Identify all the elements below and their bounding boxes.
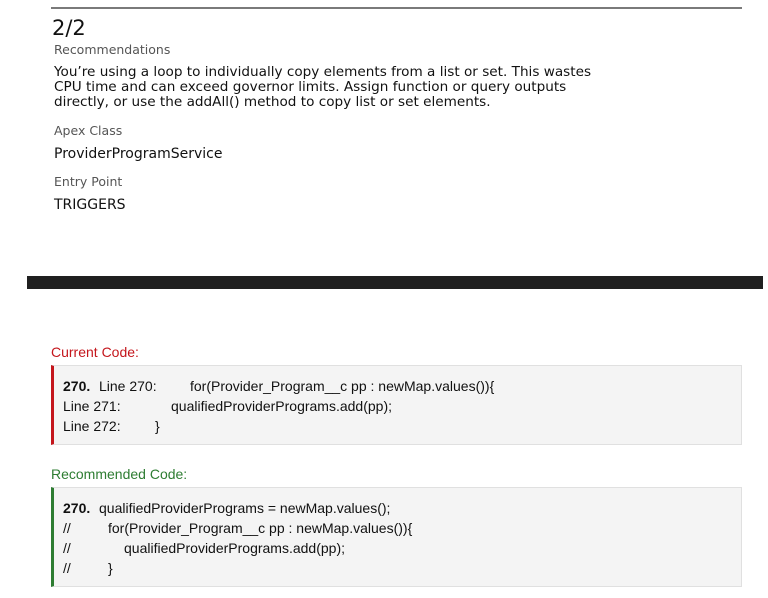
code-text: for(Provider_Program__c pp : newMap.values()){ xyxy=(108,520,413,536)
page-counter: 2/2 xyxy=(52,16,86,40)
description-line: You’re using a loop to individually copy elements from a list or set. This wastes xyxy=(54,64,592,80)
code-text: for(Provider_Program__c pp : newMap.values()){ xyxy=(190,378,495,394)
section-divider-bar xyxy=(27,276,763,289)
code-line xyxy=(63,416,160,436)
description-line: directly, or use the addAll() method to copy list or set elements. xyxy=(54,94,491,110)
description-line: CPU time and can exceed governor limits. Assign function or query outputs xyxy=(54,79,567,95)
code-line xyxy=(63,376,495,396)
entry-point-label: Entry Point xyxy=(54,174,123,189)
line-number: 270. xyxy=(63,378,91,394)
code-text: } xyxy=(155,418,160,434)
code-line xyxy=(63,396,392,416)
code-line xyxy=(63,558,113,578)
line-prefix: Line 270: xyxy=(99,378,157,394)
line-number: 270. xyxy=(63,500,91,516)
line-prefix: // xyxy=(63,540,71,556)
recommendations-label: Recommendations xyxy=(54,42,171,57)
apex-class-value: ProviderProgramService xyxy=(54,146,223,162)
recommended-code-block xyxy=(51,487,742,587)
line-prefix: Line 271: xyxy=(63,398,121,414)
recommendation-description xyxy=(54,65,594,110)
line-prefix: Line 272: xyxy=(63,418,121,434)
line-prefix: // xyxy=(63,560,71,576)
code-line xyxy=(63,518,413,538)
entry-point-value: TRIGGERS xyxy=(54,197,126,213)
top-rule xyxy=(51,7,742,9)
line-prefix: // xyxy=(63,520,71,536)
recommended-code-title: Recommended Code: xyxy=(51,466,188,482)
code-text: qualifiedProviderPrograms.add(pp); xyxy=(171,398,392,414)
code-text: } xyxy=(108,560,113,576)
code-text: qualifiedProviderPrograms = newMap.values(); xyxy=(99,500,391,516)
code-line xyxy=(63,538,345,558)
apex-class-label: Apex Class xyxy=(54,123,123,138)
code-text: qualifiedProviderPrograms.add(pp); xyxy=(124,540,345,556)
current-code-title: Current Code: xyxy=(51,344,139,360)
code-line xyxy=(63,498,391,518)
current-code-block xyxy=(51,365,742,445)
